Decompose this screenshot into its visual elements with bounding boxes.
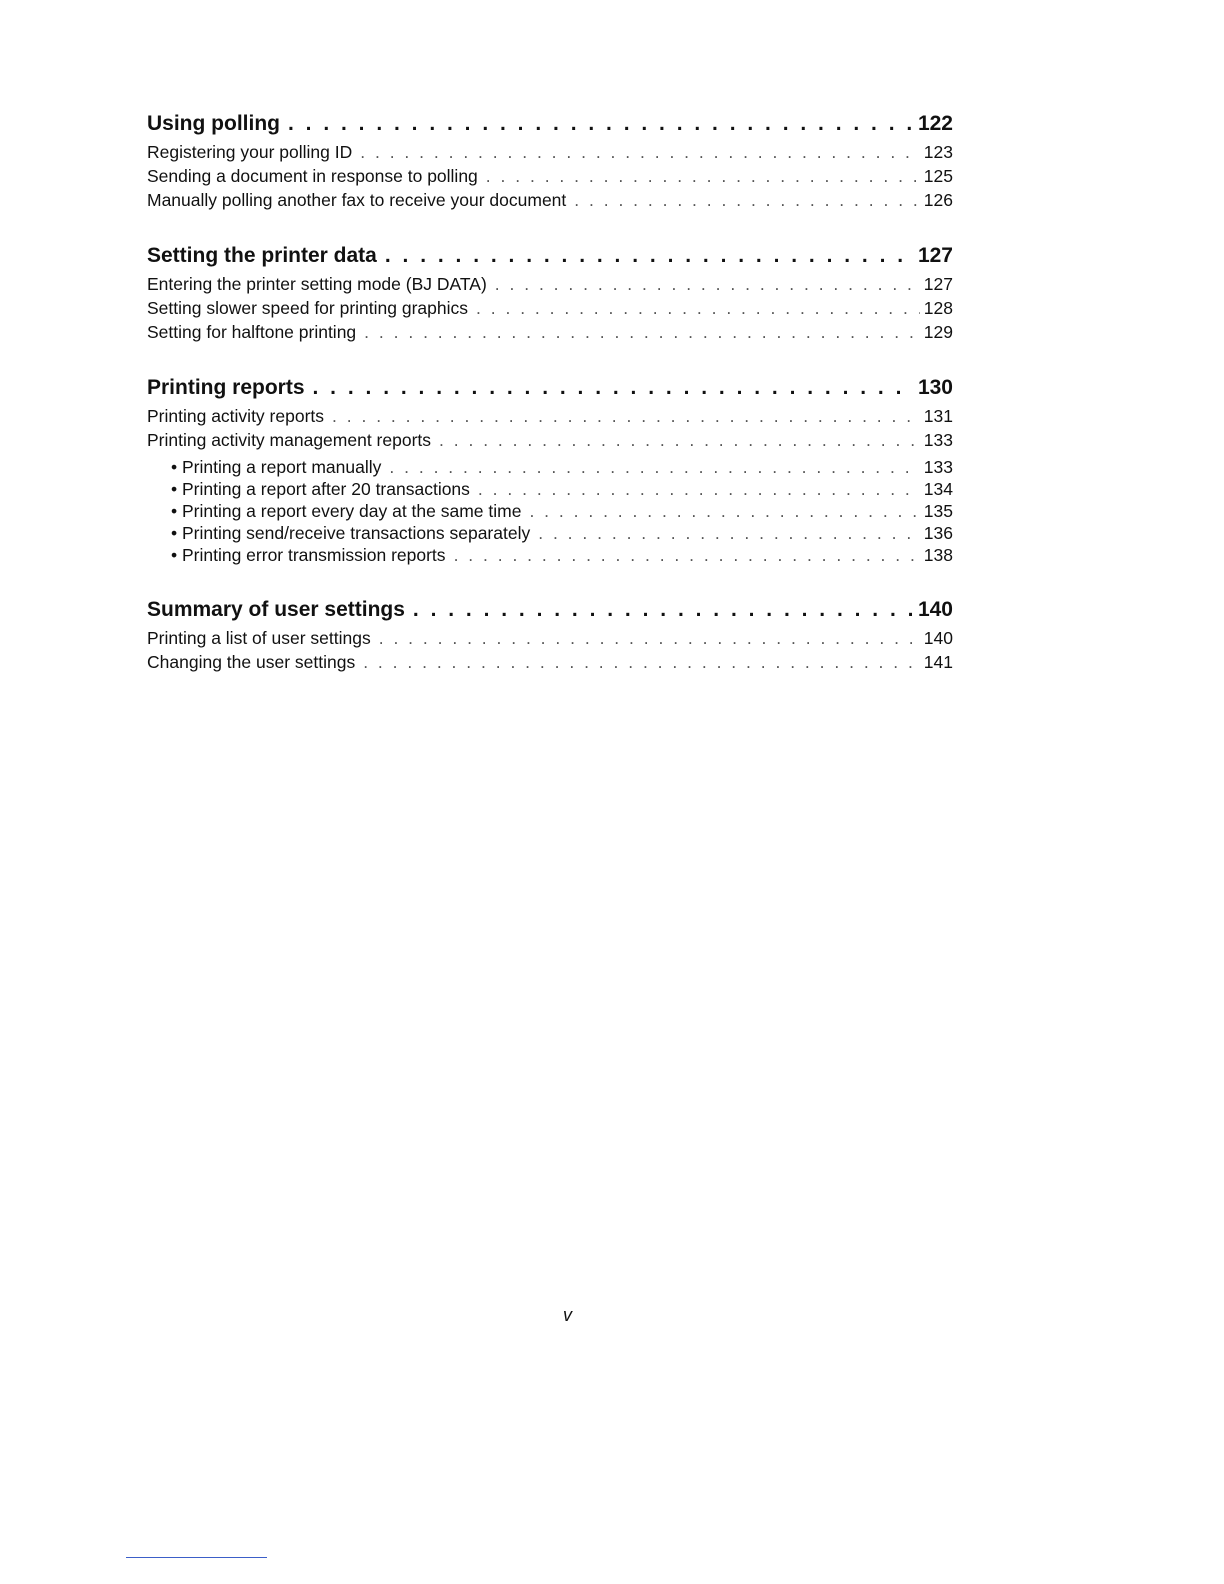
toc-entry[interactable] [147, 140, 953, 164]
table-of-contents [147, 108, 953, 702]
section-heading[interactable] [147, 594, 953, 626]
entry-label: • Printing a report manually [171, 457, 382, 477]
entry-label: Entering the printer setting mode (BJ DATA) [147, 274, 487, 294]
page-number: 128 [923, 298, 953, 318]
page-number: 136 [923, 523, 953, 543]
entry-label: • Printing a report after 20 transactions [171, 479, 470, 499]
toc-entry[interactable] [147, 650, 953, 674]
toc-entry[interactable] [147, 626, 953, 650]
dot-leader [313, 372, 914, 404]
toc-bullet-entry[interactable] [171, 544, 953, 566]
dot-leader [364, 320, 920, 344]
dot-leader [538, 522, 920, 544]
dot-leader [363, 650, 920, 674]
entry-label: Registering your polling ID [147, 142, 353, 162]
dot-leader [379, 626, 920, 650]
entry-label: • Printing error transmission reports [171, 545, 446, 565]
toc-section [147, 108, 953, 212]
section-heading[interactable] [147, 108, 953, 140]
dot-leader [389, 456, 919, 478]
page-number: 134 [923, 479, 953, 499]
footer-rule [126, 1557, 267, 1558]
toc-bullet-entry[interactable] [171, 478, 953, 500]
page-number: 131 [923, 406, 953, 426]
entry-label: Printing a list of user settings [147, 628, 371, 648]
entry-label: Setting slower speed for printing graphics [147, 298, 469, 318]
page-number: 140 [917, 598, 953, 621]
section-title: Summary of user settings [147, 598, 405, 621]
section-title: Using polling [147, 112, 280, 135]
entry-label: Sending a document in response to polling [147, 166, 478, 186]
dot-leader [332, 404, 920, 428]
page-number: 122 [917, 112, 953, 135]
page-number: 133 [923, 430, 953, 450]
entry-label: Printing activity reports [147, 406, 325, 426]
page-folio: v [563, 1305, 572, 1325]
toc-bullet-entry[interactable] [171, 500, 953, 522]
toc-entry[interactable] [147, 188, 953, 212]
toc-section [147, 240, 953, 344]
page-number: 129 [923, 322, 953, 342]
dot-leader [288, 108, 914, 140]
dot-leader [385, 240, 914, 272]
dot-leader [454, 544, 920, 566]
page-number: 138 [923, 545, 953, 565]
page-number: 123 [923, 142, 953, 162]
entry-label: Printing activity management reports [147, 430, 432, 450]
section-heading[interactable] [147, 240, 953, 272]
entry-label: Setting for halftone printing [147, 322, 357, 342]
dot-leader [486, 164, 920, 188]
dot-leader [476, 296, 920, 320]
dot-leader [478, 478, 920, 500]
section-title: Setting the printer data [147, 244, 377, 267]
page-number: 127 [923, 274, 953, 294]
page-number: 125 [923, 166, 953, 186]
toc-entry[interactable] [147, 164, 953, 188]
entry-label: • Printing send/receive transactions separately [171, 523, 531, 543]
dot-leader [439, 428, 920, 452]
toc-entry[interactable] [147, 404, 953, 428]
page-number: 127 [917, 244, 953, 267]
page-number: 135 [923, 501, 953, 521]
dot-leader [574, 188, 920, 212]
dot-leader [360, 140, 920, 164]
section-title: Printing reports [147, 376, 305, 399]
toc-entry[interactable] [147, 272, 953, 296]
toc-entry[interactable] [147, 296, 953, 320]
toc-section [147, 594, 953, 674]
entry-label: Manually polling another fax to receive your document [147, 190, 567, 210]
entry-label: • Printing a report every day at the same time [171, 501, 522, 521]
page-number: 133 [923, 457, 953, 477]
bullet-list [147, 456, 953, 566]
dot-leader [413, 594, 914, 626]
entry-label: Changing the user settings [147, 652, 356, 672]
toc-section [147, 372, 953, 566]
toc-bullet-entry[interactable] [171, 456, 953, 478]
page-number: 130 [917, 376, 953, 399]
page-number: 140 [923, 628, 953, 648]
toc-entry[interactable] [147, 428, 953, 452]
dot-leader [529, 500, 919, 522]
dot-leader [495, 272, 920, 296]
section-heading[interactable] [147, 372, 953, 404]
page-number: 126 [923, 190, 953, 210]
page-number: 141 [923, 652, 953, 672]
toc-bullet-entry[interactable] [171, 522, 953, 544]
toc-entry[interactable] [147, 320, 953, 344]
